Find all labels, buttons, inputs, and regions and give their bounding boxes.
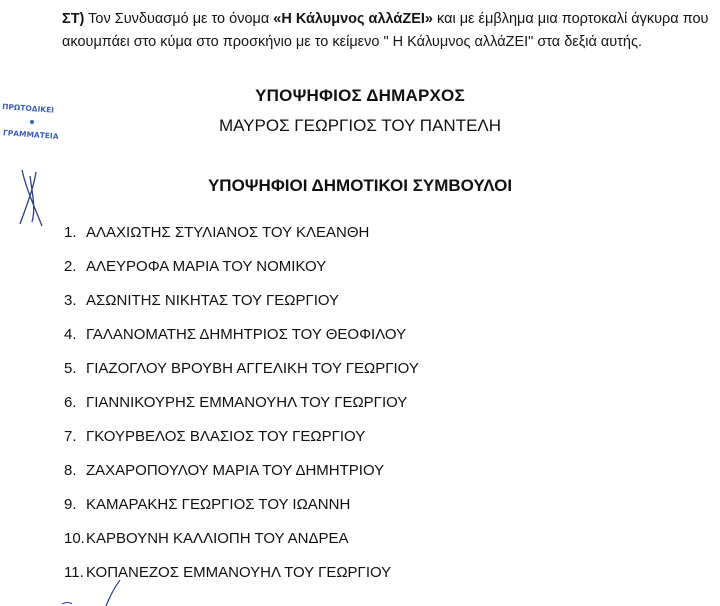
intro-text-before: Τον Συνδυασμό με το όνομα: [84, 11, 274, 27]
intro-text-after: και με έμβλημα μια πορτοκαλί άγκυρα που ακουμπάει στο κύμα στο προσκήνιο με το κείμενο " Η Κάλυμνος αλλάΖΕΙ" στα δεξιά αυτής.: [62, 11, 709, 50]
councillor-name: ΓΙΑΝΝΙΚΟΥΡΗΣ ΕΜΜΑΝΟΥΗΛ ΤΟΥ ΓΕΩΡΓΙΟΥ: [86, 394, 408, 411]
councillor-number: 8.: [64, 462, 77, 479]
councillor-number: 10.: [64, 530, 85, 547]
councillor-name: ΖΑΧΑΡΟΠΟΥΛΟΥ ΜΑΡΙΑ ΤΟΥ ΔΗΜΗΤΡΙΟΥ: [86, 462, 385, 479]
councillor-item: [64, 394, 407, 411]
councillor-name: ΓΚΟΥΡΒΕΛΟΣ ΒΛΑΣΙΟΣ ΤΟΥ ΓΕΩΡΓΙΟΥ: [86, 428, 366, 445]
intro-label: ΣΤ): [62, 11, 85, 27]
councillor-number: 4.: [64, 326, 77, 343]
councillor-number: 2.: [64, 258, 77, 275]
councillor-number: 3.: [64, 292, 77, 309]
mayor-heading: ΥΠΟΨΗΦΙΟΣ ΔΗΜΑΡΧΟΣ: [255, 86, 465, 105]
councillor-number: 11.: [64, 564, 84, 581]
councillor-name: ΑΣΩΝΙΤΗΣ ΝΙΚΗΤΑΣ ΤΟΥ ΓΕΩΡΓΙΟΥ: [86, 292, 340, 309]
councillor-name: ΓΑΛΑΝΟΜΑΤΗΣ ΔΗΜΗΤΡΙΟΣ ΤΟΥ ΘΕΟΦΙΛΟΥ: [86, 326, 407, 343]
mayor-name: ΜΑΥΡΟΣ ΓΕΩΡΓΙΟΣ ΤΟΥ ΠΑΝΤΕΛΗ: [218, 116, 502, 135]
councillor-item: [64, 428, 365, 445]
councillor-item: [64, 292, 339, 309]
intro-coalition-name: «Η Κάλυμνος αλλάΖΕΙ»: [273, 11, 433, 27]
councillor-item: [64, 530, 349, 547]
councillor-name: ΑΛΑΧΙΩΤΗΣ ΣΤΥΛΙΑΝΟΣ ΤΟΥ ΚΛΕΑΝΘΗ: [86, 224, 370, 241]
councillor-name: ΚΑΡΒΟΥΝΗ ΚΑΛΛΙΟΠΗ ΤΟΥ ΑΝΔΡΕΑ: [86, 530, 349, 547]
councillor-name: ΑΛΕΥΡΟΦΑ ΜΑΡΙΑ ΤΟΥ ΝΟΜΙΚΟΥ: [86, 258, 327, 275]
court-stamp: [0, 100, 66, 142]
councillor-item: [64, 360, 419, 377]
signature-stroke: [60, 580, 200, 606]
councillor-item: [64, 462, 384, 479]
councillor-item: [64, 564, 391, 581]
councillor-name: ΚΑΜΑΡΑΚΗΣ ΓΕΩΡΓΙΟΣ ΤΟΥ ΙΩΑΝΝΗ: [86, 496, 351, 513]
councillor-item: [64, 224, 369, 241]
councillors-heading: ΥΠΟΨΗΦΙΟΙ ΔΗΜΟΤΙΚΟΙ ΣΥΜΒΟΥΛΟΙ: [207, 176, 513, 195]
signature-mark: [12, 168, 52, 228]
councillor-number: 9.: [64, 496, 77, 513]
councillor-number: 6.: [64, 394, 77, 411]
councillor-number: 7.: [64, 428, 77, 445]
councillor-name: ΓΙΑΖΟΓΛΟΥ ΒΡΟΥΒΗ ΑΓΓΕΛΙΚΗ ΤΟΥ ΓΕΩΡΓΙΟΥ: [86, 360, 419, 377]
svg-text:ΓΡΑΜΜΑΤΕΙΑ: ΓΡΑΜΜΑΤΕΙΑ: [2, 128, 59, 141]
councillor-item: [64, 496, 350, 513]
councillor-item: [64, 258, 326, 275]
councillor-number: 5.: [64, 360, 77, 377]
svg-text:ΠΡΩΤΟΔΙΚΕΙ: ΠΡΩΤΟΔΙΚΕΙ: [1, 102, 55, 115]
councillor-item: [64, 326, 406, 343]
councillor-number: 1.: [64, 224, 77, 241]
councillor-name: ΚΟΠΑΝΕΖΟΣ ΕΜΜΑΝΟΥΗΛ ΤΟΥ ΓΕΩΡΓΙΟΥ: [86, 564, 392, 581]
